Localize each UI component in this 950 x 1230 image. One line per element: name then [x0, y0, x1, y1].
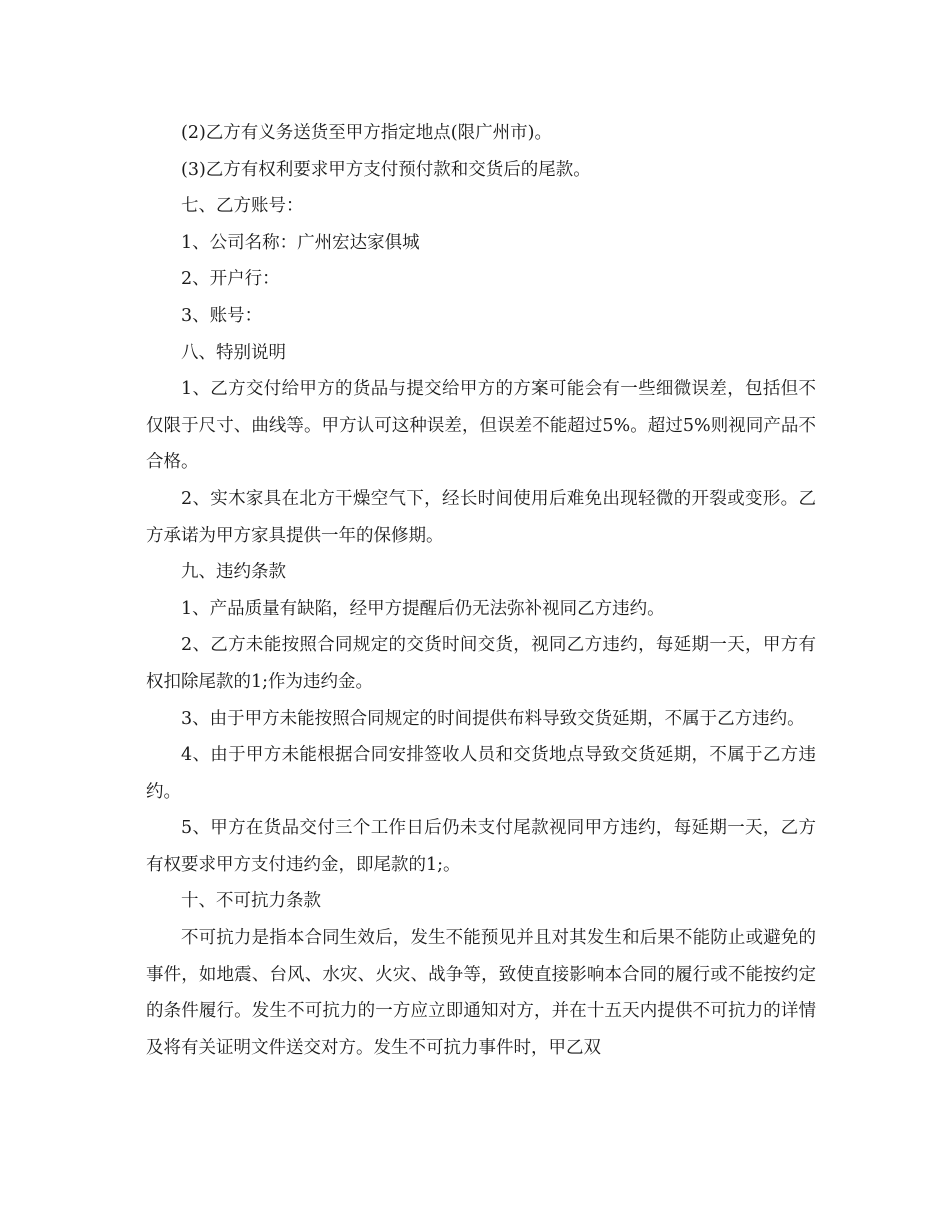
section-heading-account: 七、乙方账号： — [181, 196, 304, 217]
special-note-tolerance: 1、乙方交付给甲方的货品与提交给甲方的方案可能会有一些细微误差，包括但不仅限于尺寸、曲线等。甲方认可这种误差，但误差不能超过5%。超过5%则视同产品不合格。 — [146, 379, 816, 473]
special-note-warranty: 2、实木家具在北方干燥空气下，经长时间使用后难免出现轻微的开裂或变形。乙方承诺为甲方家具提供一年的保修期。 — [146, 488, 816, 546]
breach-clause-4: 4、由于甲方未能根据合同安排签收人员和交货地点导致交货延期，不属于乙方违约。 — [146, 745, 816, 802]
company-name-line: 1、公司名称：广州宏达家俱城 — [181, 232, 420, 253]
breach-clause-2: 2、乙方未能按照合同规定的交货时间交货，视同乙方违约，每延期一天，甲方有权扣除尾款的1;作为违约金。 — [146, 635, 816, 692]
section-heading-force-majeure: 十、不可抗力条款 — [181, 891, 321, 912]
payment-right-clause: (3)乙方有权利要求甲方支付预付款和交货后的尾款。 — [181, 159, 591, 180]
force-majeure-body: 不可抗力是指本合同生效后，发生不能预见并且对其发生和后果不能防止或避免的事件，如地震、台风、水灾、火灾、战争等，致使直接影响本合同的履行或不能按约定的条件履行。发生不可抗力的一方应立即通知对方，并在十五天内提供不可抗力的详情及将有关证明文件送交对方。发生不可抗力事件时，甲乙双 — [146, 928, 816, 1058]
breach-clause-1: 1、产品质量有缺陷，经甲方提醒后仍无法弥补视同乙方违约。 — [181, 598, 665, 619]
delivery-obligation-clause: (2)乙方有义务送货至甲方指定地点(限广州市)。 — [181, 123, 552, 143]
section-heading-breach: 九、违约条款 — [181, 562, 286, 583]
account-number-line: 3、账号： — [181, 305, 263, 326]
breach-clause-3: 3、由于甲方未能按照合同规定的时间提供布料导致交货延期，不属于乙方违约。 — [181, 708, 805, 729]
section-heading-special-notes: 八、特别说明 — [181, 342, 286, 363]
contract-page — [146, 115, 816, 1066]
bank-line: 2、开户行： — [181, 269, 280, 290]
breach-clause-5: 5、甲方在货品交付三个工作日后仍未支付尾款视同甲方违约，每延期一天，乙方有权要求甲方支付违约金，即尾款的1;。 — [146, 818, 816, 875]
